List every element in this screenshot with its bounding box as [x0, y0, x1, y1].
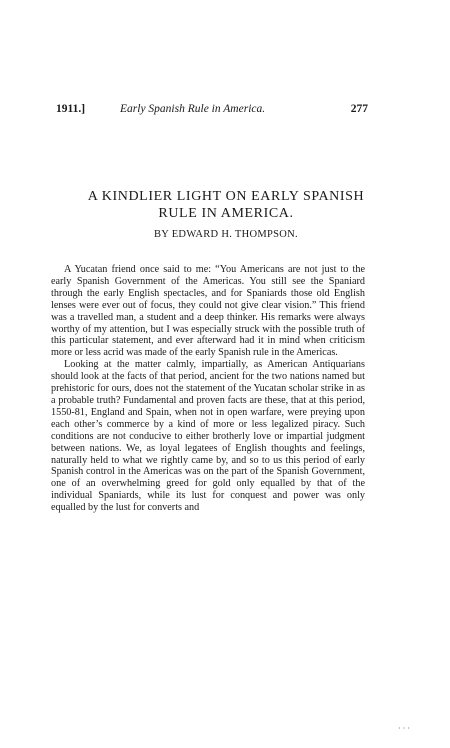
paragraph-1: A Yucatan friend once said to me: “You Americans are not just to the early Spanish Government of the Americas. You still see the Spaniard through the early English spectacles, and for Spaniards those old English lenses were ever out of focus, they could not give clear vision.” This friend was a travelled man, a student and a deep thinker. His remarks were always worthy of my attention, but I was especially struck with the possible truth of this particular statement, and ever afterward had it in mind when criticism more or less acrid was made of the early Spanish rule in the Americas.	[51, 264, 365, 359]
article-title-line-1: A KINDLIER LIGHT ON EARLY SPANISH	[87, 189, 365, 204]
header-year: 1911.]	[56, 103, 86, 115]
running-header	[56, 102, 368, 116]
article-body	[51, 264, 365, 514]
footer-mark: · · ·	[398, 724, 410, 733]
article-title	[40, 188, 412, 222]
article-title-line-2: RULE IN AMERICA.	[158, 206, 294, 221]
page-number: 277	[350, 103, 368, 115]
article-byline: BY EDWARD H. THOMPSON.	[154, 229, 298, 240]
paragraph-2: Looking at the matter calmly, impartially, as American Antiquarians should look at the facts of that period, ancient for the two nations named but prehistoric for ours, does not the statement of the Yucatan scholar strike in as a probable truth? Fundamental and proven facts are these, that at this period, 1550-81, England and Spain, when not in open warfare, were preying upon each other’s commerce by a kind of more or less legalized piracy. Such conditions are not conducive to either brotherly love or impartial judgment between nations. We, as loyal legatees of English thoughts and feelings, naturally held to what we rightly came by, and so to us this period of early Spanish control in the Americas was on the part of the Spanish Government, one of an overwhelming greed for gold only equalled by that of the individual Spaniards, while its lust for conquest and power was only equalled by the lust for converts and	[51, 359, 365, 514]
header-running-title: Early Spanish Rule in America.	[120, 103, 266, 115]
